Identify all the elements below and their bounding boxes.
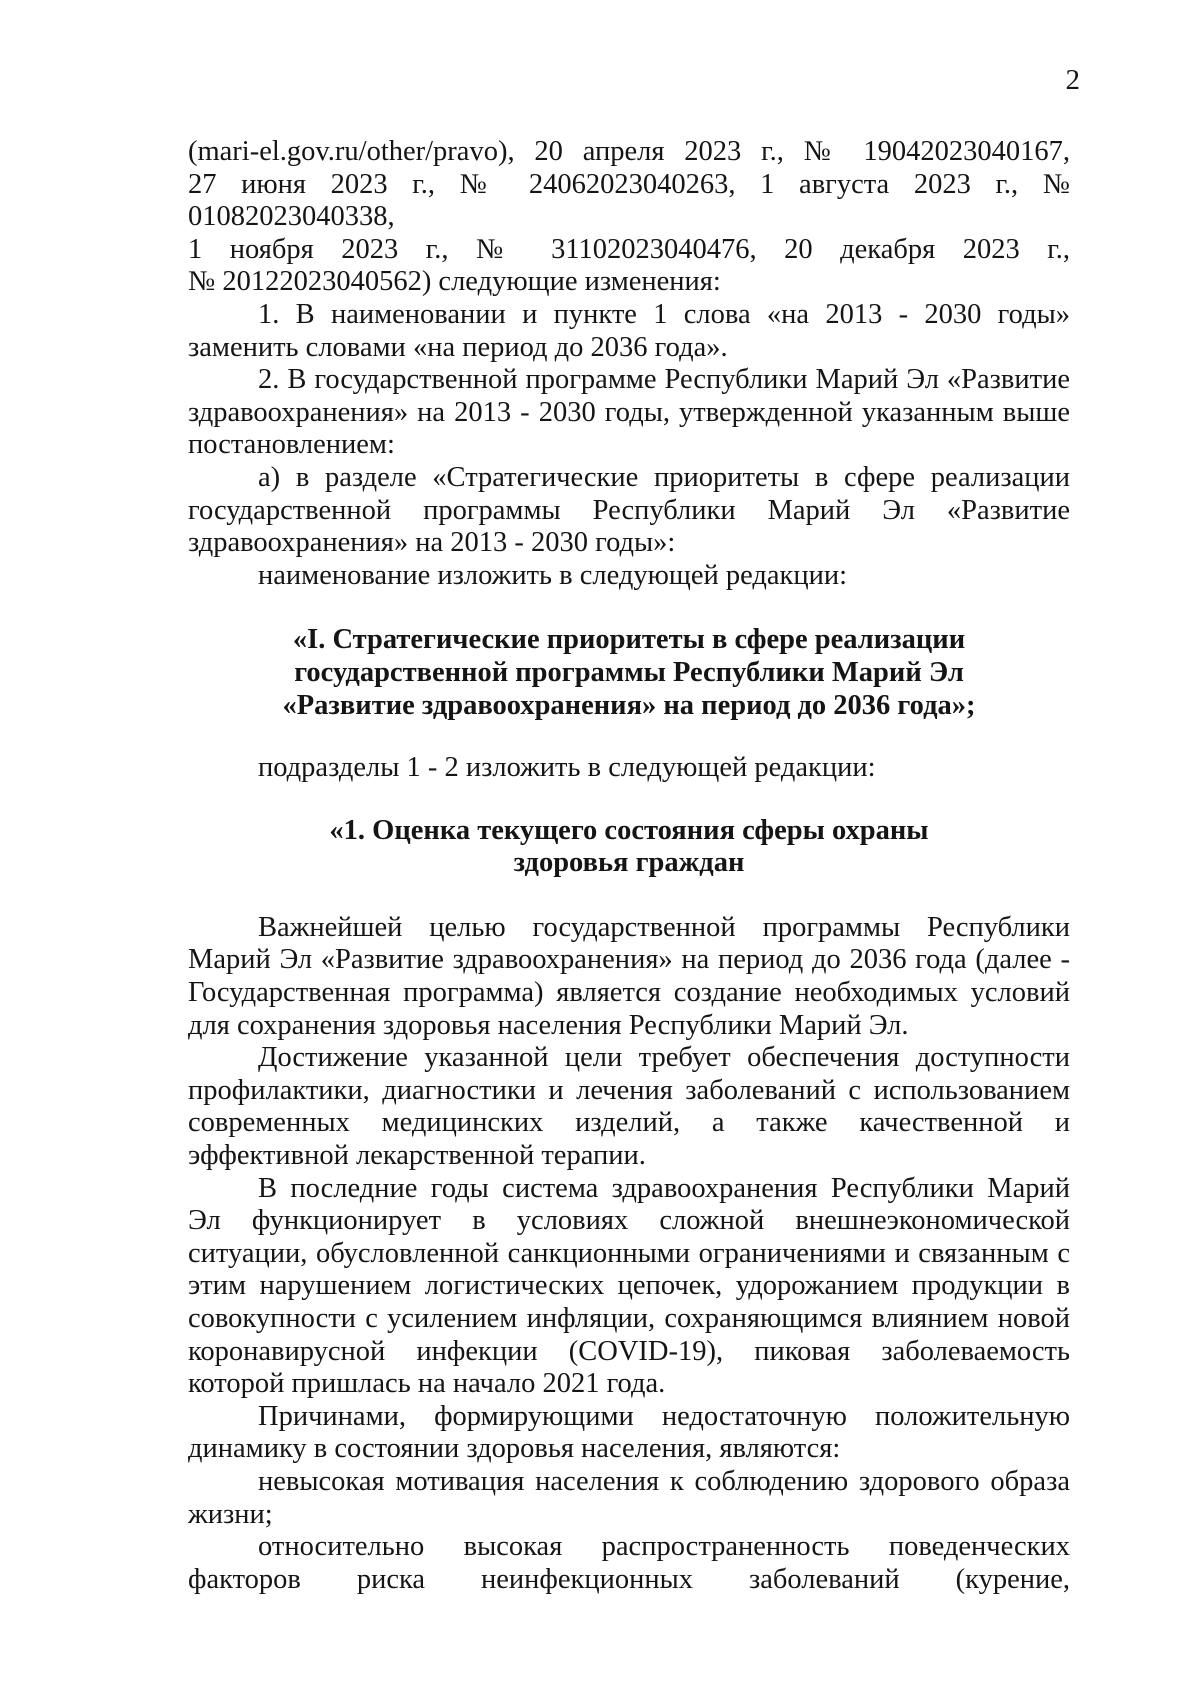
text-line: (mari-el.gov.ru/other/pravo), 20 апреля 2023 г., № 19042023040167,	[188, 136, 1070, 167]
section-heading-strategic-priorities	[188, 624, 1070, 722]
name-edit-instruction: наименование изложить в следующей редакции:	[258, 559, 848, 591]
text-line: 27 июня 2023 г., № 24062023040263, 1 августа 2023 г., № 01082023040338,	[188, 168, 1070, 233]
heading-line: государственной программы Республики Марий Эл	[294, 656, 964, 688]
text-line: 1 ноября 2023 г., № 31102023040476, 20 декабря 2023 г.,	[188, 233, 1070, 265]
amendment-item-2: 2. В государственной программе Республики Марий Эл «Развитие здравоохранения» на 2013 - 2030 годы, утвержденной указанным выше постановлением:	[188, 364, 1070, 461]
body-paragraph: В последние годы система здравоохранения Республики Марий Эл функционирует в условиях сложной внешнеэкономической ситуации, обусловленной санкционными ограничениями и связанным с этим нарушением логистических цепочек, удорожанием продукции в совокупности с усилением инфляции, сохраняющимся влиянием новой коронавирусной инфекции (COVID-19), пиковая заболеваемость которой пришлась на начало 2021 года.	[188, 1172, 1070, 1400]
page-number: 2	[1065, 64, 1080, 96]
heading-line: «1. Оценка текущего состояния сферы охраны	[329, 814, 929, 846]
body-paragraph: невысокая мотивация населения к соблюдению здорового образа жизни;	[188, 1465, 1070, 1530]
subsections-edit-instruction: подразделы 1 - 2 изложить в следующей редакции:	[258, 752, 876, 784]
body-paragraph: Причинами, формирующими недостаточную положительную динамику в состоянии здоровья населения, являются:	[188, 1400, 1070, 1465]
amendment-item-1: 1. В наименовании и пункте 1 слова «на 2013 - 2030 годы» заменить словами «на период до 2036 года».	[188, 298, 1070, 363]
heading-line: «Развитие здравоохранения» на период до 2036 года»;	[282, 689, 976, 721]
heading-line: здоровья граждан	[513, 847, 745, 879]
amendment-item-a: а) в разделе «Стратегические приоритеты в сфере реализации государственной программы Республики Марий Эл «Развитие здравоохранения» на 2013 - 2030 годы»:	[188, 461, 1070, 559]
body-paragraph: Достижение указанной цели требует обеспечения доступности профилактики, диагностики и лечения заболеваний с использованием современных медицинских изделий, а также качественной и эффективной лекарственной терапии.	[188, 1042, 1070, 1172]
document-body	[188, 136, 1070, 1596]
section-heading-assessment	[188, 815, 1070, 880]
body-paragraph: Важнейшей целью государственной программы Республики Марий Эл «Развитие здравоохранения» на период до 2036 года (далее - Государственная программа) является создание необходимых условий для сохранения здоровья населения Республики Марий Эл.	[188, 911, 1070, 1041]
body-paragraph: относительно высокая распространенность поведенческих факторов риска неинфекционных заболеваний (курение,	[188, 1531, 1070, 1595]
heading-line: «I. Стратегические приоритеты в сфере реализации	[292, 624, 966, 656]
text-line: № 20122023040562) следующие изменения:	[188, 266, 721, 298]
